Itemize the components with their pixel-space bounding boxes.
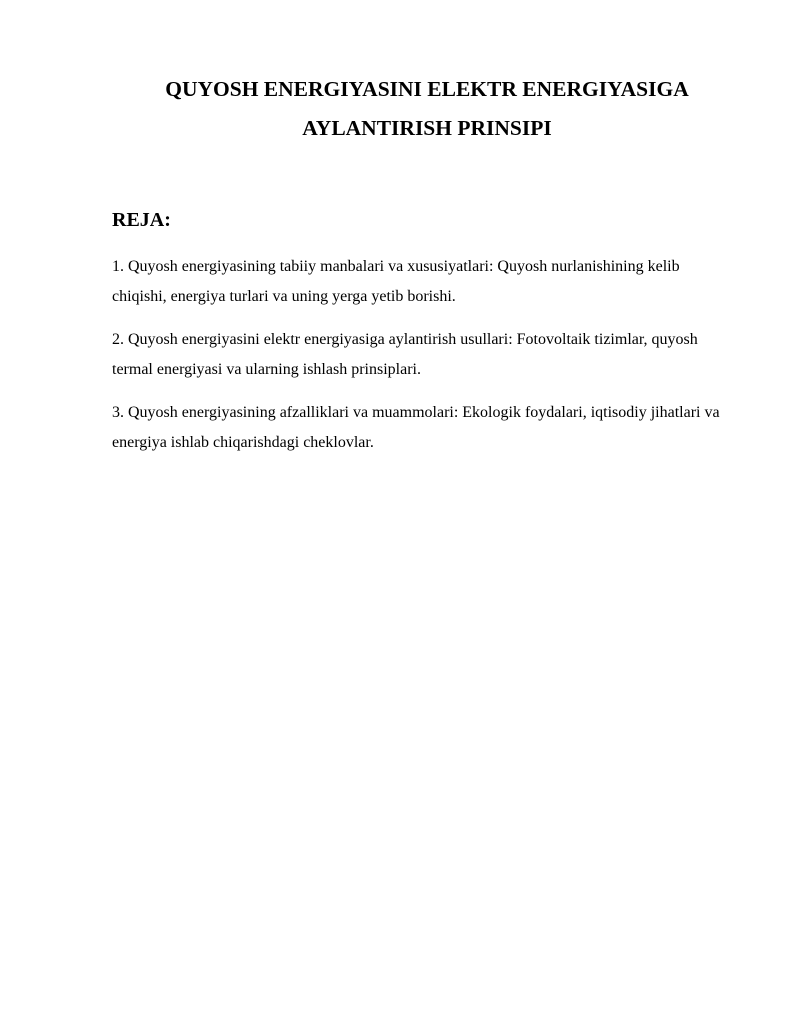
plan-heading: REJA: (112, 209, 171, 231)
plan-item-3: 3. Quyosh energiyasining afzalliklari va muammolari: Ekologik foydalari, iqtisodiy jihatlari va energiya ishlab chiqarishdagi cheklovlar. (112, 404, 720, 451)
document-title: QUYOSH ENERGIYASINI ELEKTR ENERGIYASIGA AYLANTIRISH PRINSIPI (165, 77, 689, 140)
plan-list (112, 252, 730, 471)
plan-item-2: 2. Quyosh energiyasini elektr energiyasiga aylantirish usullari: Fotovoltaik tizimlar, quyosh termal energiyasi va ularning ishlash prinsiplari. (112, 331, 698, 378)
plan-item-1: 1. Quyosh energiyasining tabiiy manbalari va xususiyatlari: Quyosh nurlanishining kelib chiqishi, energiya turlari va uning yerga yetib borishi. (112, 258, 680, 305)
